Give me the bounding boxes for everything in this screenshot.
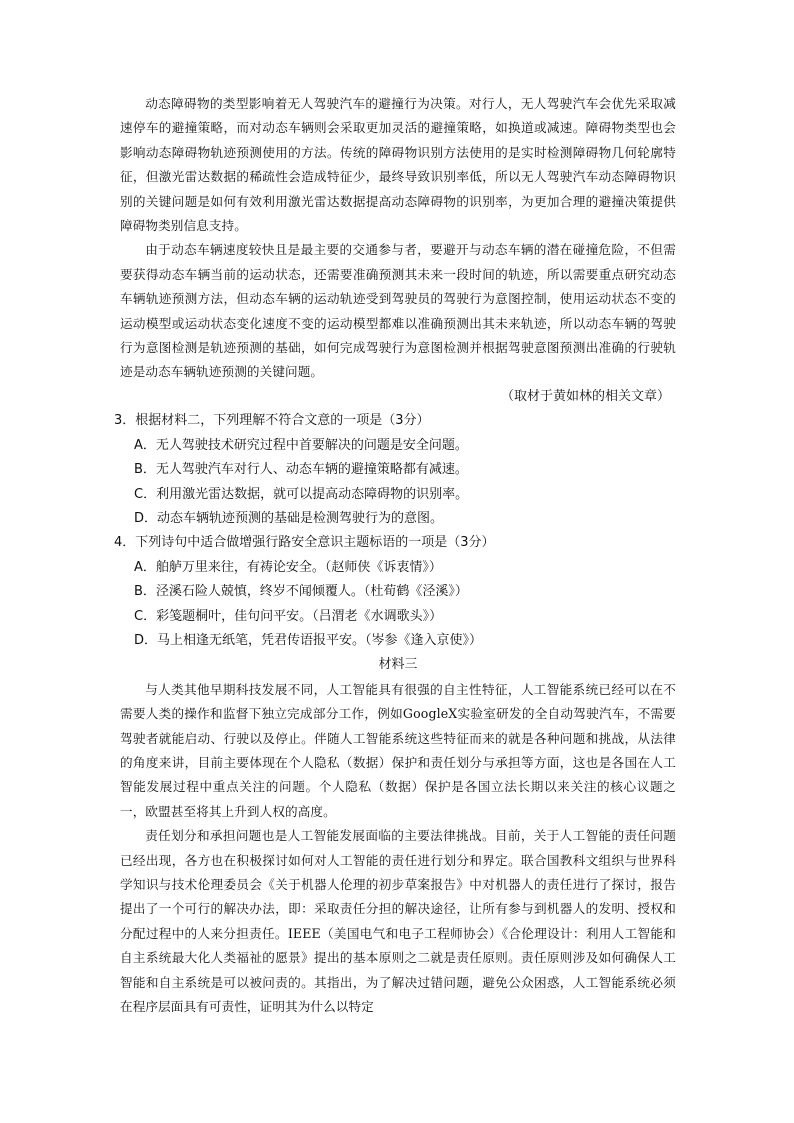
- document-page: [114, 92, 676, 1019]
- material2-source: （取材于黄如林的相关文章）: [500, 388, 670, 404]
- material2-paragraph-1: 动态障碍物的类型影响着无人驾驶汽车的避撞行为决策。对行人，无人驾驶汽车会优先采取减速停车的避撞策略，而对动态车辆则会采取更加灵活的避撞策略，如换道或减速。障碍物类型也会影响动态障碍物轨迹预测使用的方法。传统的障碍物识别方法使用的是实时检测障碍物几何轮廓特征，但激光雷达数据的稀疏性会造成特征少，最终导致识别率低，所以无人驾驶汽车动态障碍物识别的关键问题是如何有效利用激光雷达数据提高动态障碍物的识别率，为更加合理的避撞决策提供障碍物类别信息支持。: [120, 96, 676, 234]
- material3-heading: 材料三: [378, 657, 418, 673]
- question-3-option-c: C．利用激光雷达数据，就可以提高动态障碍物的识别率。: [134, 486, 469, 502]
- question-4-stem: 4．下列诗句中适合做增强行路安全意识主题标语的一项是（3分）: [114, 535, 495, 551]
- question-4-option-c: C．彩笺题桐叶，佳句问平安。（吕渭老《水调歌头》）: [134, 608, 443, 624]
- material2-paragraph-2: 由于动态车辆速度较快且是最主要的交通参与者，要避开与动态车辆的潜在碰撞危险，不但需要获得动态车辆当前的运动状态，还需要准确预测其未来一段时间的轨迹，所以需要重点研究动态车辆轨迹预测方法，但动态车辆的运动轨迹受到驾驶员的驾驶行为意图控制，使用运动状态不变的运动模型或运动状态变化速度不变的运动模型都难以准确预测出其未来轨迹，所以动态车辆的驾驶行为意图检测是轨迹预测的基础，如何完成驾驶行为意图检测并根据驾驶意图预测出准确的行驶轨迹是动态车辆轨迹预测的关键问题。: [120, 242, 676, 380]
- question-3-option-a: A．无人驾驶技术研究过程中首要解决的问题是安全问题。: [134, 437, 468, 453]
- question-4: [114, 531, 676, 653]
- question-3-option-d: D．动态车辆轨迹预测的基础是检测驾驶行为的意图。: [134, 510, 444, 526]
- material3-paragraph-1: 与人类其他早期科技发展不同，人工智能具有很强的自主性特征，人工智能系统已经可以在不需要人类的操作和监督下独立完成部分工作，例如GoogleX实验室研发的全自动驾驶汽车，不需要驾驶者就能启动、行驶以及停止。伴随人工智能系统这些特征而来的就是各种问题和挑战，从法律的角度来讲，目前主要体现在个人隐私（数据）保护和责任划分与承担等方面，这也是各国在人工智能发展过程中重点关注的问题。个人隐私（数据）保护是各国立法长期以来关注的核心议题之一，欧盟甚至将其上升到人权的高度。: [120, 681, 676, 819]
- question-3-option-b: B．无人驾驶汽车对行人、动态车辆的避撞策略都有减速。: [134, 462, 468, 478]
- material3-paragraph-2: 责任划分和承担问题也是人工智能发展面临的主要法律挑战。目前，关于人工智能的责任问题已经出现，各方也在积极探讨如何对人工智能的责任进行划分和界定。联合国教科文组织与世界科学知识与技术伦理委员会《关于机器人伦理的初步草案报告》中对机器人的责任进行了探讨，报告提出了一个可行的解决办法，即：采取责任分担的解决途径，让所有参与到机器人的发明、授权和分配过程中的人来分担责任。IEEE（美国电气和电子工程师协会）《合伦理设计：利用人工智能和自主系统最大化人类福祉的愿景》提出的基本原则之二就是责任原则。责任原则涉及如何确保人工智能和自主系统是可以被问责的。其指出，为了解决过错问题，避免公众困惑，人工智能系统必须在程序层面具有可责性，证明其为什么以特定: [120, 828, 676, 1015]
- question-4-option-b: B．泾溪石险人兢慎，终岁不闻倾覆人。（杜荀鹤《泾溪》）: [134, 584, 468, 600]
- question-4-option-a: A．舶舻万里来往，有祷论安全。（赵师侠《诉衷情》）: [134, 559, 442, 575]
- question-4-option-d: D．马上相逢无纸笔，凭君传语报平安。（岑参《逢入京使》）: [134, 632, 483, 648]
- question-3-stem: 3．根据材料二，下列理解不符合文意的一项是（3分）: [114, 413, 430, 429]
- question-3: [114, 409, 676, 531]
